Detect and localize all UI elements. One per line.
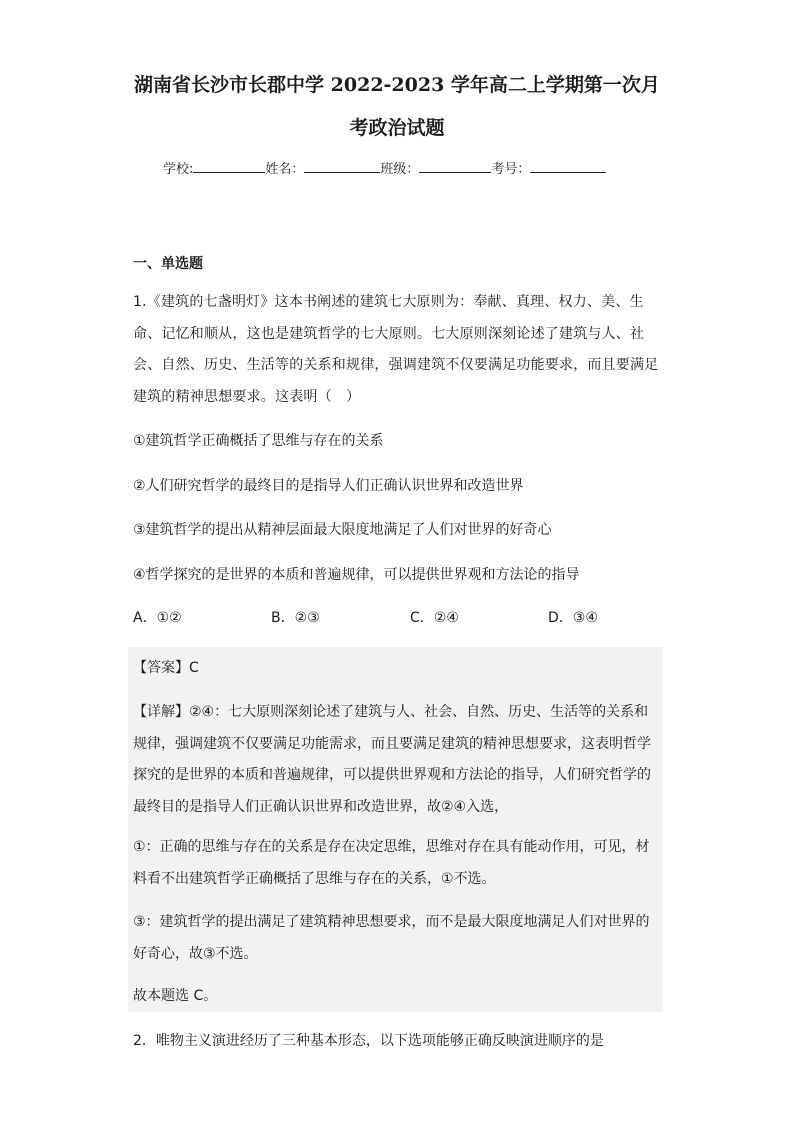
question-1-statement-4: ④哲学探究的是世界的本质和普遍规律，可以提供世界观和方法论的指导	[133, 567, 580, 583]
question-1-statement-2: ②人们研究哲学的最终目的是指导人们正确认识世界和改造世界	[133, 478, 524, 494]
question-1-statement-1: ①建筑哲学正确概括了思维与存在的关系	[133, 433, 384, 449]
class-blank	[419, 158, 491, 173]
student-info-row	[163, 158, 606, 177]
section-title: 一、单选题	[133, 256, 203, 272]
option-d: D．③④	[548, 610, 598, 626]
explanation-paragraph-2: ①：正确的思维与存在的关系是存在决定思维，思维对存在具有能动作用，可见，材料看不出建筑哲学正确概括了思维与存在的关系，①不选。	[133, 839, 650, 887]
option-a: A．①②	[133, 610, 182, 626]
explanation-conclusion: 故本题选 C。	[133, 988, 218, 1004]
answer-explanation-box	[128, 647, 663, 1012]
name-blank	[304, 158, 380, 173]
name-label: 姓名：	[265, 162, 305, 177]
exam-no-blank	[530, 158, 606, 173]
exam-no-label: 考号：	[491, 162, 531, 177]
option-c: C．②④	[410, 610, 459, 626]
question-1-statement-3: ③建筑哲学的提出从精神层面最大限度地满足了人们对世界的好奇心	[133, 522, 552, 538]
document-title-line-1: 湖南省长沙市长郡中学 2022-2023 学年高二上学期第一次月	[134, 74, 660, 96]
question-1-stem: 1.《建筑的七盏明灯》这本书阐述的建筑七大原则为：奉献、真理、权力、美、生命、记忆和顺从，这也是建筑哲学的七大原则。七大原则深刻论述了建筑与人、社会、自然、历史、生活等的关系和规律，强调建筑不仅要满足功能要求，而且要满足建筑的精神思想要求。这表明（ ）	[133, 294, 659, 405]
school-blank	[193, 158, 265, 173]
explanation-paragraph-1: 【详解】②④：七大原则深刻论述了建筑与人、社会、自然、历史、生活等的关系和规律，强调建筑不仅要满足功能需求，而且要满足建筑的精神思想要求，这表明哲学探究的是世界的本质和普遍规律，可以提供世界观和方法论的指导，人们研究哲学的最终目的是指导人们正确认识世界和改造世界，故②④入选，	[133, 704, 651, 815]
question-2-stem: 2．唯物主义演进经历了三种基本形态，以下选项能够正确反映演进顺序的是	[133, 1033, 604, 1049]
explanation-paragraph-3: ③：建筑哲学的提出满足了建筑精神思想要求，而不是最大限度地满足人们对世界的好奇心，故③不选。	[133, 914, 650, 962]
school-label: 学校:	[163, 162, 194, 177]
document-title-line-2: 考政治试题	[349, 117, 445, 139]
class-label: 班级：	[380, 162, 420, 177]
option-b: B．②③	[271, 610, 320, 626]
answer-line: 【答案】C	[133, 660, 199, 676]
question-1-options	[133, 607, 667, 629]
